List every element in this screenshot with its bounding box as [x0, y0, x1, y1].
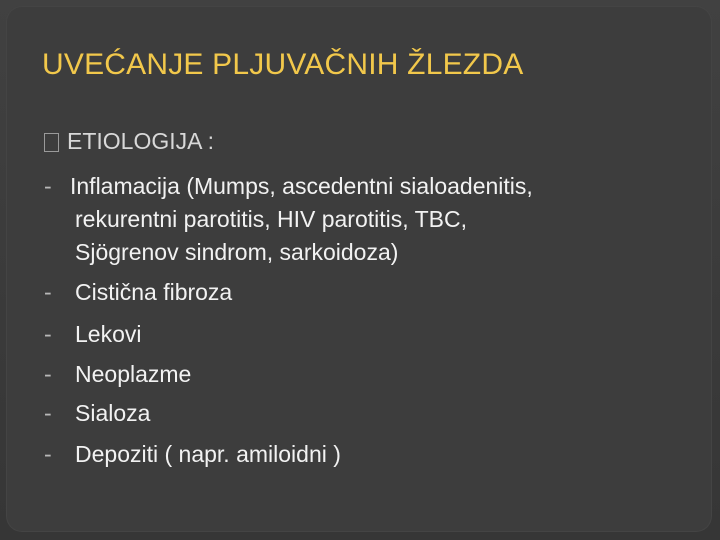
list-item-line: rekurentni parotitis, HIV parotitis, TBC,	[75, 206, 467, 232]
list-item-line: Depoziti ( napr. amiloidni )	[75, 441, 341, 467]
list-item	[44, 276, 684, 309]
bullet-dash: -	[44, 441, 52, 467]
list-item	[44, 397, 684, 430]
list-item-line: Neoplazme	[75, 361, 192, 387]
box-icon	[44, 133, 59, 152]
list-item-line: Lekovi	[75, 321, 142, 347]
section-heading	[44, 128, 214, 155]
list-item	[44, 170, 684, 269]
bullet-dash: -	[44, 279, 52, 305]
section-heading-label: ETIOLOGIJA :	[67, 128, 214, 154]
bullet-dash: -	[44, 321, 52, 347]
bullet-dash: -	[44, 361, 52, 387]
list-item-line: Inflamacija (Mumps, ascedentni sialoadenitis,	[70, 173, 533, 199]
list-item-line: Sjögrenov sindrom, sarkoidoza)	[75, 239, 399, 265]
list-item-line: Sialoza	[75, 400, 151, 426]
slide-title: UVEĆANJE PLJUVAČNIH ŽLEZDA	[42, 48, 524, 81]
list-item	[44, 438, 684, 471]
list-item	[44, 318, 684, 351]
list-item-line: Cistična fibroza	[75, 279, 233, 305]
list-item	[44, 358, 684, 391]
bullet-dash: -	[44, 400, 52, 426]
bullet-dash: -	[44, 173, 52, 199]
